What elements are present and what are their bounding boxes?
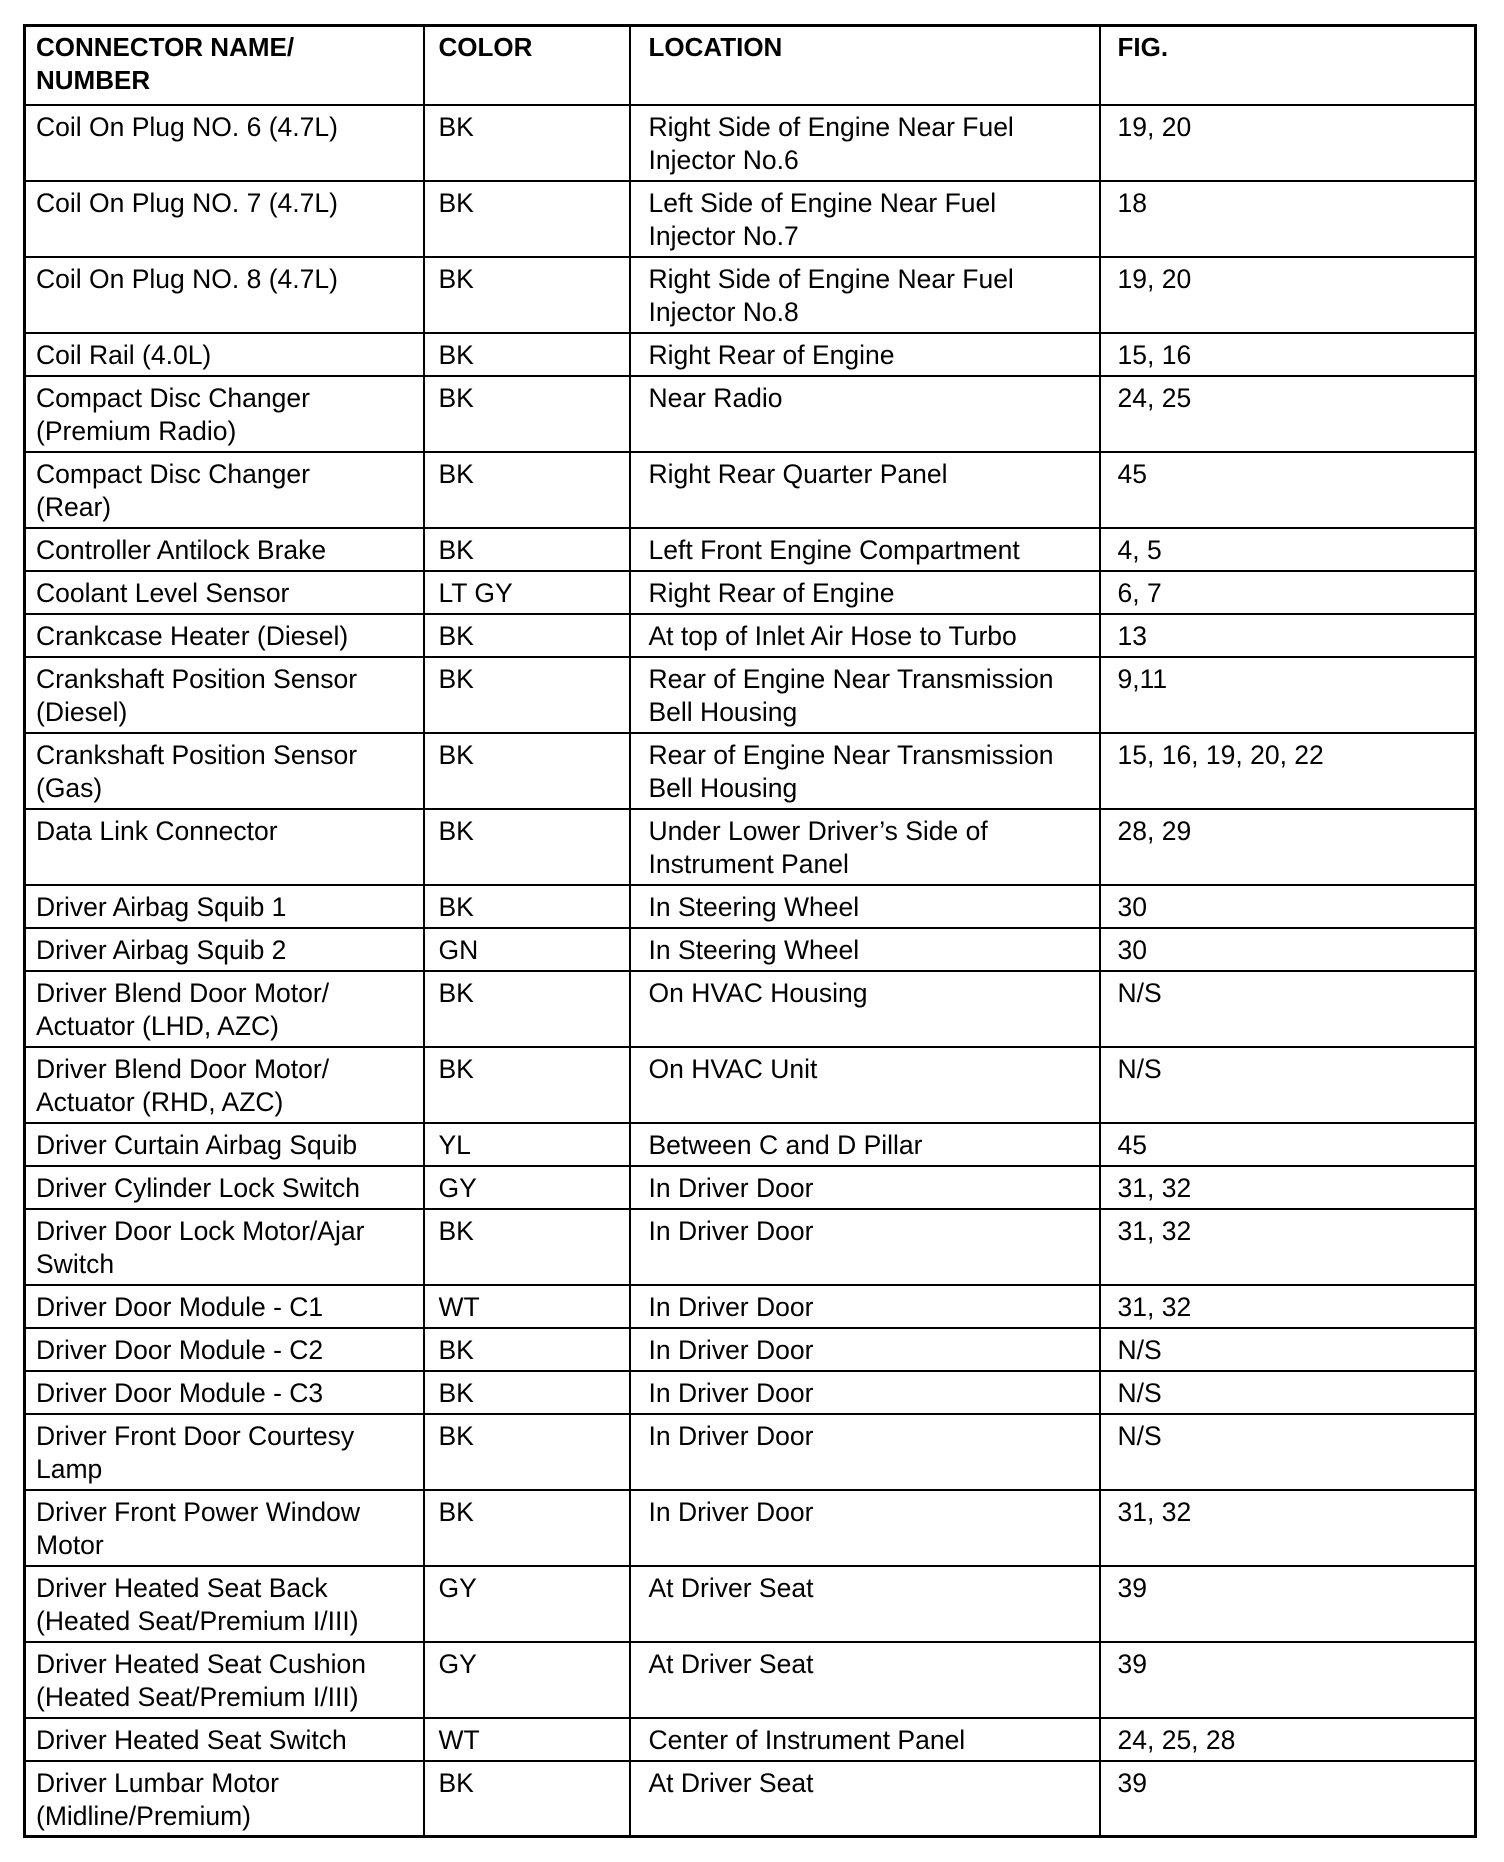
- cell-location: Center of Instrument Panel: [630, 1718, 1100, 1761]
- cell-color: BK: [424, 614, 630, 657]
- cell-color: GY: [424, 1566, 630, 1642]
- cell-location: On HVAC Unit: [630, 1047, 1100, 1123]
- cell-connector-name: Coil Rail (4.0L): [25, 333, 424, 376]
- table-row: [25, 1166, 1476, 1209]
- table-row: [25, 1371, 1476, 1414]
- cell-color: BK: [424, 657, 630, 733]
- cell-connector-name: Driver Lumbar Motor (Midline/Premium): [25, 1761, 424, 1837]
- cell-fig: 19, 20: [1100, 105, 1476, 181]
- cell-location: Under Lower Driver’s Side of Instrument Panel: [630, 809, 1100, 885]
- table-header: [25, 26, 1476, 105]
- table-row: [25, 1285, 1476, 1328]
- cell-fig: 39: [1100, 1642, 1476, 1718]
- cell-color: BK: [424, 809, 630, 885]
- cell-fig: 19, 20: [1100, 257, 1476, 333]
- cell-fig: 31, 32: [1100, 1166, 1476, 1209]
- table-row: [25, 885, 1476, 928]
- cell-connector-name: Coil On Plug NO. 6 (4.7L): [25, 105, 424, 181]
- connector-table: [23, 24, 1477, 1838]
- cell-location: Right Rear of Engine: [630, 571, 1100, 614]
- cell-location: Rear of Engine Near Transmission Bell Housing: [630, 733, 1100, 809]
- cell-connector-name: Driver Door Module - C3: [25, 1371, 424, 1414]
- cell-color: BK: [424, 1371, 630, 1414]
- cell-connector-name: Driver Front Power Window Motor: [25, 1490, 424, 1566]
- table-row: [25, 733, 1476, 809]
- cell-color: LT GY: [424, 571, 630, 614]
- cell-location: In Driver Door: [630, 1490, 1100, 1566]
- cell-fig: 24, 25: [1100, 376, 1476, 452]
- cell-connector-name: Driver Door Module - C2: [25, 1328, 424, 1371]
- cell-color: GN: [424, 928, 630, 971]
- cell-color: BK: [424, 257, 630, 333]
- cell-fig: N/S: [1100, 1414, 1476, 1490]
- table-row: [25, 657, 1476, 733]
- cell-color: BK: [424, 1328, 630, 1371]
- table-row: [25, 614, 1476, 657]
- table-row: [25, 1718, 1476, 1761]
- cell-fig: 45: [1100, 452, 1476, 528]
- cell-color: BK: [424, 1490, 630, 1566]
- cell-location: Left Front Engine Compartment: [630, 528, 1100, 571]
- header-row: [25, 26, 1476, 105]
- cell-connector-name: Driver Front Door Courtesy Lamp: [25, 1414, 424, 1490]
- cell-fig: 39: [1100, 1761, 1476, 1837]
- cell-fig: 31, 32: [1100, 1490, 1476, 1566]
- table-row: [25, 1566, 1476, 1642]
- cell-connector-name: Driver Airbag Squib 2: [25, 928, 424, 971]
- cell-connector-name: Driver Curtain Airbag Squib: [25, 1123, 424, 1166]
- header-connector-name: CONNECTOR NAME/ NUMBER: [25, 26, 424, 105]
- cell-fig: 18: [1100, 181, 1476, 257]
- cell-location: Right Side of Engine Near Fuel Injector No.6: [630, 105, 1100, 181]
- cell-fig: 31, 32: [1100, 1285, 1476, 1328]
- cell-location: Rear of Engine Near Transmission Bell Housing: [630, 657, 1100, 733]
- table-row: [25, 376, 1476, 452]
- cell-color: BK: [424, 528, 630, 571]
- cell-color: GY: [424, 1642, 630, 1718]
- cell-fig: 45: [1100, 1123, 1476, 1166]
- cell-fig: 39: [1100, 1566, 1476, 1642]
- cell-color: GY: [424, 1166, 630, 1209]
- table-row: [25, 1328, 1476, 1371]
- cell-fig: 6, 7: [1100, 571, 1476, 614]
- cell-location: In Driver Door: [630, 1414, 1100, 1490]
- cell-location: Right Rear of Engine: [630, 333, 1100, 376]
- cell-connector-name: Crankshaft Position Sensor (Diesel): [25, 657, 424, 733]
- cell-fig: 9,11: [1100, 657, 1476, 733]
- cell-fig: 13: [1100, 614, 1476, 657]
- cell-location: On HVAC Housing: [630, 971, 1100, 1047]
- cell-location: In Steering Wheel: [630, 885, 1100, 928]
- table-row: [25, 1761, 1476, 1837]
- table-row: [25, 1123, 1476, 1166]
- table-body: [25, 105, 1476, 1837]
- cell-color: BK: [424, 105, 630, 181]
- cell-color: BK: [424, 376, 630, 452]
- cell-fig: 24, 25, 28: [1100, 1718, 1476, 1761]
- cell-location: At top of Inlet Air Hose to Turbo: [630, 614, 1100, 657]
- cell-connector-name: Coil On Plug NO. 7 (4.7L): [25, 181, 424, 257]
- cell-location: Near Radio: [630, 376, 1100, 452]
- cell-color: BK: [424, 733, 630, 809]
- cell-color: BK: [424, 333, 630, 376]
- cell-connector-name: Driver Heated Seat Back (Heated Seat/Premium I/III): [25, 1566, 424, 1642]
- cell-location: In Driver Door: [630, 1328, 1100, 1371]
- cell-fig: 30: [1100, 885, 1476, 928]
- cell-color: YL: [424, 1123, 630, 1166]
- table-row: [25, 571, 1476, 614]
- cell-location: At Driver Seat: [630, 1642, 1100, 1718]
- header-location: LOCATION: [630, 26, 1100, 105]
- cell-fig: 31, 32: [1100, 1209, 1476, 1285]
- cell-connector-name: Driver Cylinder Lock Switch: [25, 1166, 424, 1209]
- cell-location: Right Side of Engine Near Fuel Injector No.8: [630, 257, 1100, 333]
- cell-fig: 28, 29: [1100, 809, 1476, 885]
- cell-connector-name: Driver Heated Seat Switch: [25, 1718, 424, 1761]
- table-row: [25, 928, 1476, 971]
- table-row: [25, 528, 1476, 571]
- cell-location: Right Rear Quarter Panel: [630, 452, 1100, 528]
- cell-location: In Driver Door: [630, 1285, 1100, 1328]
- cell-connector-name: Compact Disc Changer (Premium Radio): [25, 376, 424, 452]
- cell-fig: N/S: [1100, 1328, 1476, 1371]
- table-row: [25, 1209, 1476, 1285]
- cell-color: WT: [424, 1718, 630, 1761]
- cell-connector-name: Coolant Level Sensor: [25, 571, 424, 614]
- cell-connector-name: Driver Blend Door Motor/ Actuator (RHD, AZC): [25, 1047, 424, 1123]
- cell-fig: N/S: [1100, 1047, 1476, 1123]
- cell-connector-name: Data Link Connector: [25, 809, 424, 885]
- cell-fig: N/S: [1100, 1371, 1476, 1414]
- table-row: [25, 333, 1476, 376]
- cell-connector-name: Driver Door Module - C1: [25, 1285, 424, 1328]
- cell-connector-name: Compact Disc Changer (Rear): [25, 452, 424, 528]
- cell-location: Between C and D Pillar: [630, 1123, 1100, 1166]
- table-row: [25, 1490, 1476, 1566]
- cell-fig: 30: [1100, 928, 1476, 971]
- cell-location: At Driver Seat: [630, 1761, 1100, 1837]
- cell-color: BK: [424, 1209, 630, 1285]
- cell-fig: N/S: [1100, 971, 1476, 1047]
- cell-color: BK: [424, 181, 630, 257]
- table-row: [25, 1414, 1476, 1490]
- header-color: COLOR: [424, 26, 630, 105]
- table-row: [25, 971, 1476, 1047]
- cell-connector-name: Crankshaft Position Sensor (Gas): [25, 733, 424, 809]
- cell-fig: 15, 16: [1100, 333, 1476, 376]
- cell-location: In Steering Wheel: [630, 928, 1100, 971]
- cell-connector-name: Driver Blend Door Motor/ Actuator (LHD, AZC): [25, 971, 424, 1047]
- cell-connector-name: Crankcase Heater (Diesel): [25, 614, 424, 657]
- cell-fig: 4, 5: [1100, 528, 1476, 571]
- cell-location: In Driver Door: [630, 1371, 1100, 1414]
- table-row: [25, 809, 1476, 885]
- cell-color: BK: [424, 1414, 630, 1490]
- cell-location: In Driver Door: [630, 1166, 1100, 1209]
- table-row: [25, 257, 1476, 333]
- cell-location: In Driver Door: [630, 1209, 1100, 1285]
- cell-color: BK: [424, 1047, 630, 1123]
- table-row: [25, 181, 1476, 257]
- table-row: [25, 452, 1476, 528]
- header-fig: FIG.: [1100, 26, 1476, 105]
- cell-connector-name: Coil On Plug NO. 8 (4.7L): [25, 257, 424, 333]
- cell-color: BK: [424, 1761, 630, 1837]
- cell-location: At Driver Seat: [630, 1566, 1100, 1642]
- cell-color: WT: [424, 1285, 630, 1328]
- cell-connector-name: Controller Antilock Brake: [25, 528, 424, 571]
- cell-color: BK: [424, 452, 630, 528]
- cell-connector-name: Driver Heated Seat Cushion (Heated Seat/Premium I/III): [25, 1642, 424, 1718]
- cell-fig: 15, 16, 19, 20, 22: [1100, 733, 1476, 809]
- cell-connector-name: Driver Airbag Squib 1: [25, 885, 424, 928]
- table-row: [25, 105, 1476, 181]
- cell-location: Left Side of Engine Near Fuel Injector No.7: [630, 181, 1100, 257]
- table-row: [25, 1047, 1476, 1123]
- cell-connector-name: Driver Door Lock Motor/Ajar Switch: [25, 1209, 424, 1285]
- table-row: [25, 1642, 1476, 1718]
- cell-color: BK: [424, 885, 630, 928]
- cell-color: BK: [424, 971, 630, 1047]
